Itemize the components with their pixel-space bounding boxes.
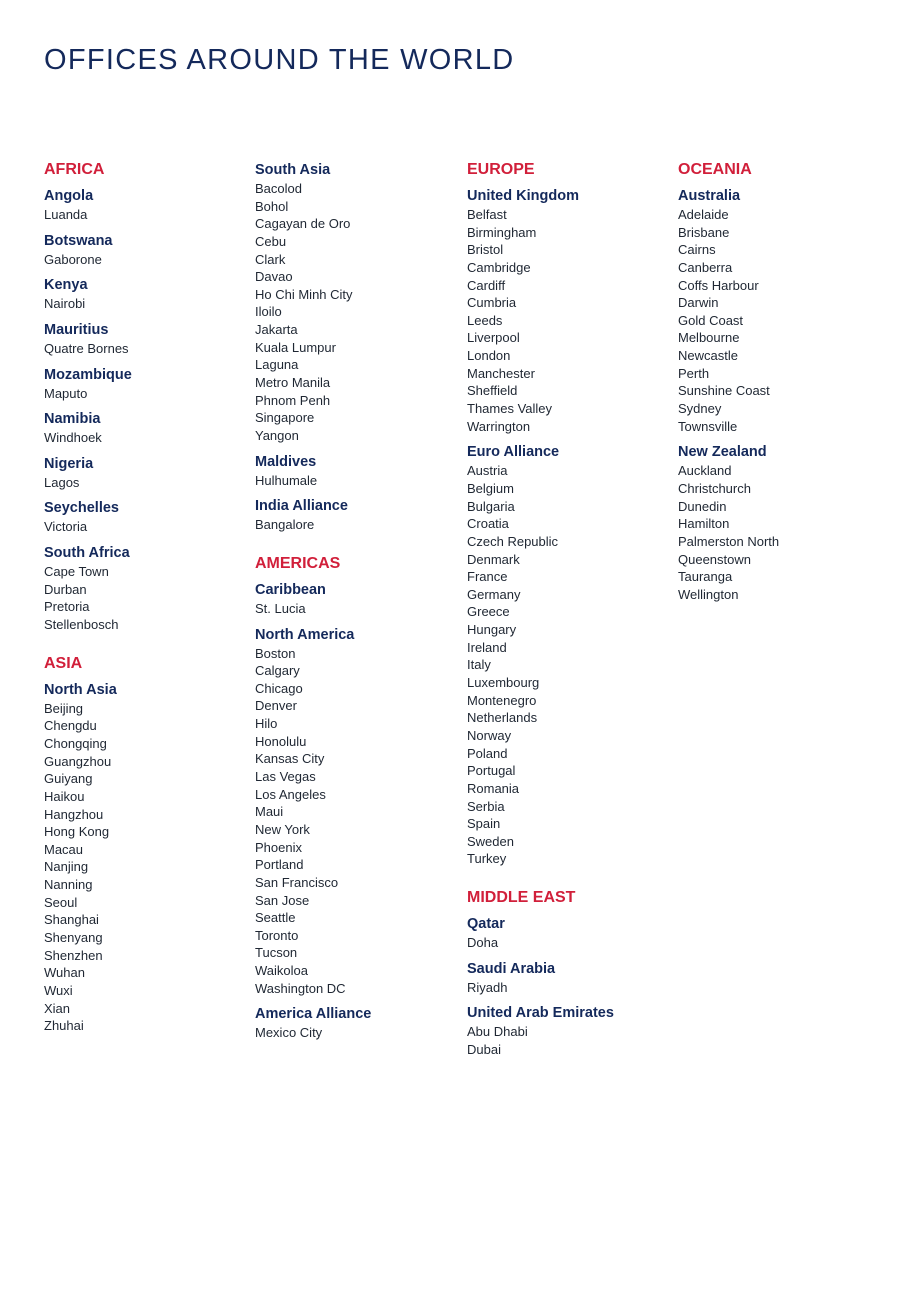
country-group-seychelles	[44, 498, 249, 536]
country-heading: Nigeria	[44, 455, 94, 472]
country-group-india-alliance	[255, 496, 460, 534]
city-item: Portugal	[467, 763, 516, 779]
city-item: Romania	[467, 780, 520, 796]
city-item: Stellenbosch	[44, 617, 119, 633]
country-group-namibia	[44, 409, 249, 447]
city-item: Birmingham	[467, 224, 537, 240]
city-item: Sheffield	[467, 383, 518, 399]
page-title: OFFICES AROUND THE WORLD	[44, 44, 515, 76]
city-item: Doha	[467, 935, 499, 951]
country-heading: Qatar	[467, 916, 505, 933]
city-item: Las Vegas	[255, 769, 316, 785]
city-item: Bangalore	[255, 517, 315, 533]
region-asia	[44, 654, 249, 1035]
city-item: Laguna	[255, 357, 299, 373]
city-item: San Jose	[255, 892, 310, 908]
city-item: Adelaide	[678, 207, 729, 222]
country-group-kenya	[44, 275, 249, 313]
city-item: Italy	[467, 657, 491, 673]
region-title: EUROPE	[467, 161, 535, 178]
city-item: Iloilo	[255, 304, 282, 320]
city-item: Christchurch	[678, 480, 751, 496]
city-item: Cagayan de Oro	[255, 216, 351, 232]
region-oceania	[678, 160, 883, 603]
country-group-australia	[678, 186, 883, 435]
city-item: Dunedin	[678, 498, 727, 514]
city-item: Clark	[255, 251, 286, 267]
country-group-south-africa	[44, 543, 249, 634]
city-item: Czech Republic	[467, 533, 559, 549]
city-item: Turkey	[467, 851, 507, 867]
city-item: Calgary	[255, 663, 300, 679]
country-group-nigeria	[44, 454, 249, 492]
country-heading: Euro Alliance	[467, 444, 560, 461]
country-group-caribbean	[255, 580, 460, 618]
country-group-maldives	[255, 452, 460, 490]
city-item: Shanghai	[44, 912, 99, 928]
city-item: Leeds	[467, 312, 503, 328]
city-item: Canberra	[678, 259, 733, 275]
city-item: Wuxi	[44, 982, 73, 998]
city-item: Tauranga	[678, 569, 733, 585]
city-item: Norway	[467, 727, 512, 743]
city-item: Belfast	[467, 207, 507, 222]
city-item: Portland	[255, 857, 304, 873]
city-item: Chongqing	[44, 735, 107, 751]
city-item: Riyadh	[467, 979, 508, 995]
city-item: Hamilton	[678, 516, 730, 532]
country-group-angola	[44, 186, 249, 224]
city-item: Cambridge	[467, 259, 531, 275]
country-heading: Caribbean	[255, 581, 326, 598]
city-item: Shenyang	[44, 930, 103, 946]
city-item: Bohol	[255, 198, 289, 214]
city-item: Waikoloa	[255, 963, 308, 979]
city-item: Kuala Lumpur	[255, 339, 336, 355]
country-group-united-arab-emirates	[467, 1003, 672, 1058]
city-item: Hong Kong	[44, 824, 110, 840]
region-title: AMERICAS	[255, 554, 341, 572]
city-item: Greece	[467, 604, 510, 620]
city-item: Darwin	[678, 295, 719, 311]
region-title: OCEANIA	[678, 161, 752, 178]
country-group-botswana	[44, 231, 249, 269]
country-heading: Botswana	[44, 232, 113, 249]
column-4	[678, 160, 883, 623]
country-group-america-alliance	[255, 1004, 460, 1042]
city-item: Phnom Penh	[255, 392, 331, 408]
city-item: Montenegro	[467, 692, 537, 708]
city-item: Brisbane	[678, 224, 730, 240]
column-3	[467, 160, 672, 1079]
country-heading: Angola	[44, 188, 94, 204]
city-item: Pretoria	[44, 599, 90, 615]
city-item: Bristol	[467, 242, 504, 258]
city-item: Liverpool	[467, 330, 520, 346]
city-item: Davao	[255, 269, 293, 285]
city-item: Perth	[678, 365, 710, 381]
country-group-north-asia	[44, 680, 249, 1035]
country-heading: America Alliance	[255, 1006, 372, 1023]
city-item: Denver	[255, 698, 297, 714]
region-title: ASIA	[44, 654, 83, 672]
city-item: Netherlands	[467, 710, 538, 726]
city-item: Shenzhen	[44, 947, 103, 963]
city-item: Singapore	[255, 410, 315, 426]
city-item: Nanning	[44, 877, 93, 893]
country-heading: Mauritius	[44, 321, 109, 338]
country-group-new-zealand	[678, 442, 883, 603]
region-continued	[255, 160, 460, 534]
city-item: Macau	[44, 841, 84, 857]
city-item: Nairobi	[44, 296, 86, 312]
city-item: Guangzhou	[44, 753, 112, 769]
city-item: Gold Coast	[678, 312, 744, 328]
city-item: Cape Town	[44, 564, 109, 580]
city-item: Durban	[44, 581, 87, 597]
country-heading: South Asia	[255, 162, 331, 178]
city-item: Guiyang	[44, 771, 93, 787]
city-item: Maputo	[44, 385, 88, 401]
city-item: Bulgaria	[467, 498, 515, 514]
country-group-euro-alliance	[467, 442, 672, 868]
country-heading: South Africa	[44, 545, 130, 562]
country-heading: Seychelles	[44, 500, 119, 517]
country-heading: Kenya	[44, 277, 88, 294]
city-item: Chicago	[255, 680, 303, 696]
city-item: Luanda	[44, 207, 88, 222]
city-item: Beijing	[44, 700, 84, 716]
city-item: Croatia	[467, 516, 509, 532]
country-heading: Namibia	[44, 411, 101, 428]
city-item: Los Angeles	[255, 786, 326, 802]
city-item: Mexico City	[255, 1025, 323, 1041]
city-item: Sweden	[467, 833, 514, 849]
column-2	[255, 160, 460, 1062]
city-item: Belgium	[467, 480, 514, 496]
city-item: Luxembourg	[467, 675, 540, 691]
city-item: Cumbria	[467, 295, 517, 311]
country-heading: Saudi Arabia	[467, 960, 556, 977]
city-item: Lagos	[44, 474, 80, 490]
city-item: Hangzhou	[44, 806, 104, 822]
city-item: Toronto	[255, 927, 299, 943]
city-item: Hulhumale	[255, 472, 318, 488]
country-group-mozambique	[44, 365, 249, 403]
city-item: Sunshine Coast	[678, 383, 770, 399]
city-item: Thames Valley	[467, 401, 553, 417]
city-item: Cebu	[255, 233, 287, 249]
city-item: Tucson	[255, 945, 298, 961]
city-item: Manchester	[467, 365, 535, 381]
city-item: Townsville	[678, 418, 738, 434]
city-item: Austria	[467, 463, 508, 479]
country-heading: Maldives	[255, 453, 317, 470]
country-heading: India Alliance	[255, 498, 348, 515]
city-item: Bacolod	[255, 181, 302, 196]
city-item: Nanjing	[44, 859, 89, 875]
region-africa	[44, 160, 249, 634]
city-item: Wellington	[678, 586, 739, 602]
city-item: Maui	[255, 804, 284, 820]
city-item: Coffs Harbour	[678, 277, 759, 293]
city-item: Haikou	[44, 788, 85, 804]
city-item: Palmerston North	[678, 533, 780, 549]
region-europe	[467, 160, 672, 868]
city-item: Ireland	[467, 639, 507, 655]
country-group-north-america	[255, 625, 460, 998]
country-group-united-kingdom	[467, 186, 672, 435]
city-item: Zhuhai	[44, 1018, 84, 1034]
city-item: Denmark	[467, 551, 520, 567]
city-item: Phoenix	[255, 839, 302, 855]
column-1	[44, 160, 249, 1055]
city-item: Sydney	[678, 401, 722, 417]
country-group-saudi-arabia	[467, 959, 672, 997]
region-americas	[255, 554, 460, 1042]
city-item: Hungary	[467, 622, 517, 638]
city-item: Abu Dhabi	[467, 1024, 528, 1040]
city-item: Gaborone	[44, 251, 102, 267]
country-heading: North Asia	[44, 681, 117, 698]
city-item: Germany	[467, 586, 521, 602]
city-item: Wuhan	[44, 965, 85, 981]
city-item: Yangon	[255, 427, 299, 443]
country-heading: North America	[255, 626, 355, 643]
city-item: Newcastle	[678, 348, 738, 364]
city-item: Seoul	[44, 894, 78, 910]
country-heading: Australia	[678, 188, 741, 204]
city-item: Xian	[44, 1000, 71, 1016]
country-heading: United Arab Emirates	[467, 1005, 614, 1022]
city-item: Melbourne	[678, 330, 740, 346]
city-item: Victoria	[44, 519, 88, 535]
country-group-mauritius	[44, 320, 249, 358]
country-heading: United Kingdom	[467, 188, 579, 204]
city-item: Boston	[255, 645, 296, 661]
city-item: Windhoek	[44, 430, 102, 446]
city-item: Metro Manila	[255, 375, 331, 391]
country-heading: Mozambique	[44, 366, 132, 383]
city-item: Queenstown	[678, 551, 751, 567]
country-group-south-asia	[255, 160, 460, 445]
city-item: Cardiff	[467, 277, 506, 293]
city-item: Cairns	[678, 242, 716, 258]
city-item: Hilo	[255, 716, 278, 732]
city-item: Jakarta	[255, 322, 298, 338]
city-item: Ho Chi Minh City	[255, 286, 353, 302]
city-item: Seattle	[255, 910, 296, 926]
region-middle-east	[467, 888, 672, 1059]
city-item: Quatre Bornes	[44, 340, 129, 356]
country-group-qatar	[467, 914, 672, 952]
region-title: MIDDLE EAST	[467, 889, 576, 907]
city-item: Honolulu	[255, 733, 307, 749]
city-item: Washington DC	[255, 980, 346, 996]
city-item: London	[467, 348, 511, 364]
city-item: Warrington	[467, 418, 531, 434]
city-item: San Francisco	[255, 874, 339, 890]
city-item: Dubai	[467, 1041, 501, 1057]
country-heading: New Zealand	[678, 444, 767, 461]
city-item: Poland	[467, 745, 508, 761]
region-title: AFRICA	[44, 161, 105, 178]
city-item: France	[467, 569, 508, 585]
city-item: Spain	[467, 816, 501, 832]
city-item: Auckland	[678, 463, 732, 479]
city-item: Serbia	[467, 798, 505, 814]
city-item: Chengdu	[44, 718, 97, 734]
city-item: Kansas City	[255, 751, 325, 767]
city-item: New York	[255, 821, 310, 837]
city-item: St. Lucia	[255, 600, 306, 616]
